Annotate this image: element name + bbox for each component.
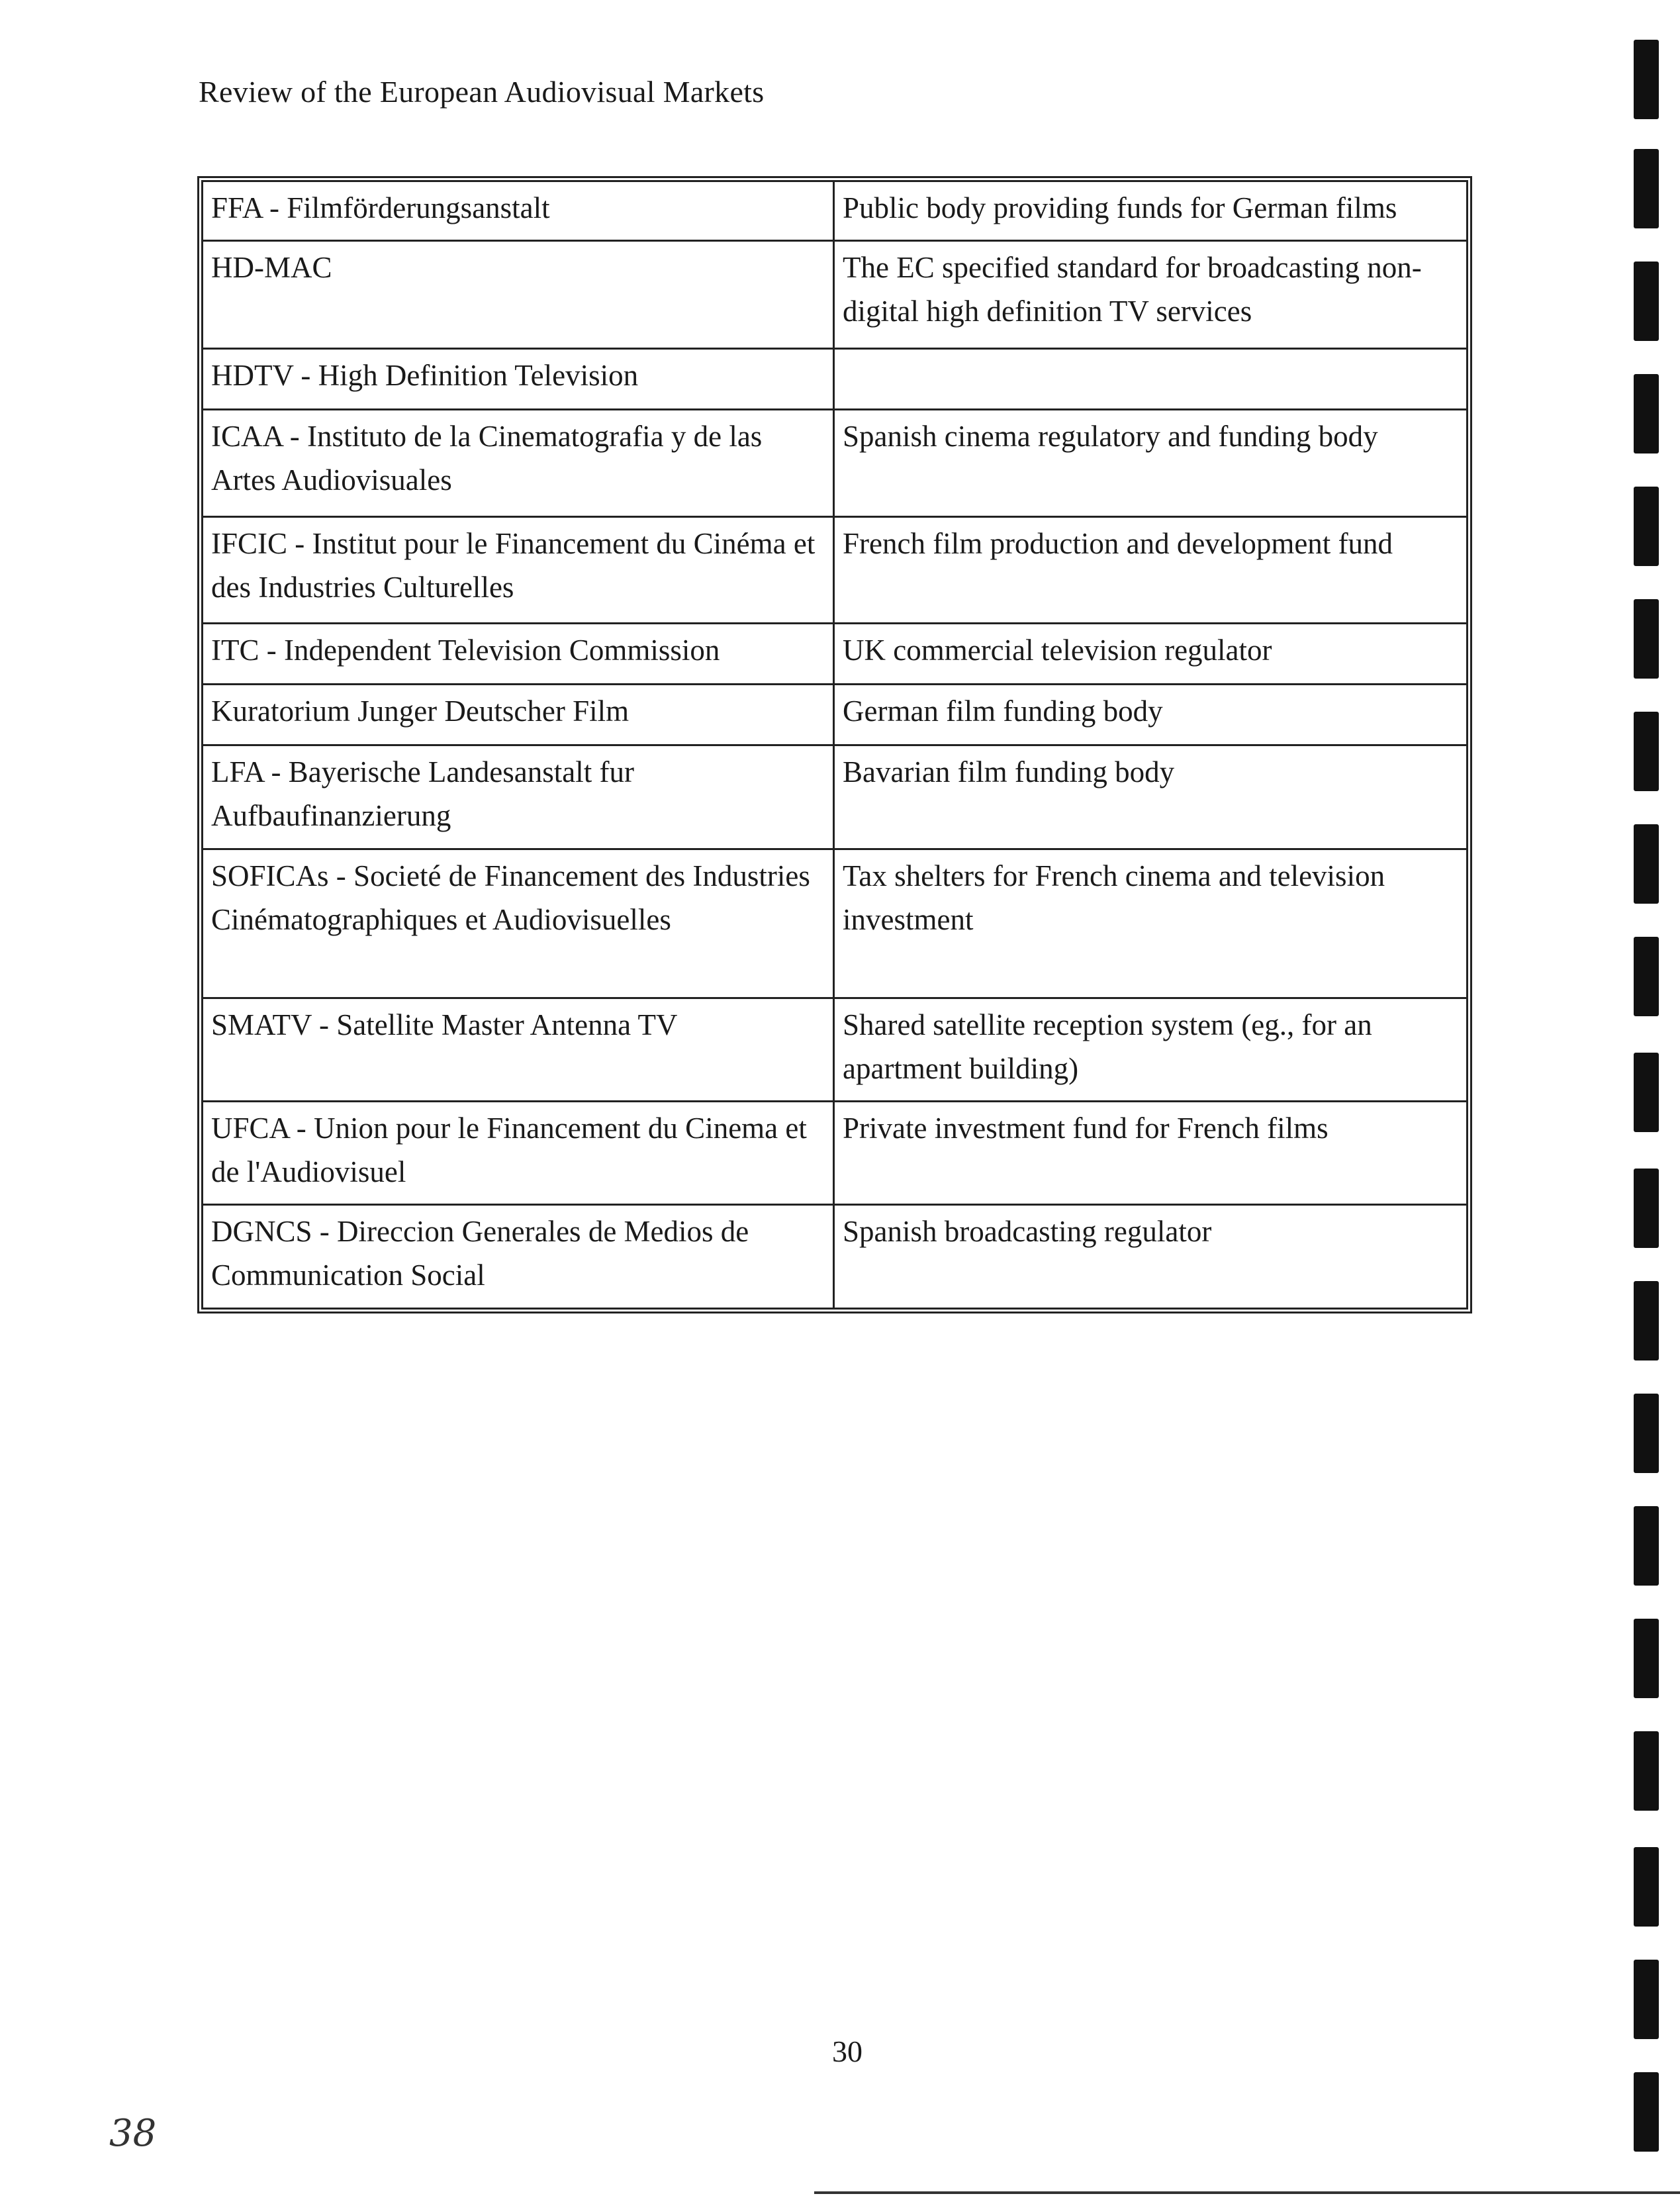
term-cell: UFCA - Union pour le Financement du Cinema et de l'Audiovisuel — [203, 1102, 834, 1205]
binding-marks — [1634, 0, 1673, 2196]
binding-mark — [1634, 1847, 1659, 1927]
description-cell: Spanish cinema regulatory and funding body — [834, 409, 1468, 516]
term-cell: SOFICAs - Societé de Financement des Industries Cinématographiques et Audiovisuelles — [203, 849, 834, 998]
binding-mark — [1634, 1169, 1659, 1248]
binding-mark — [1634, 262, 1659, 341]
term-cell: ICAA - Instituto de la Cinematografia y de las Artes Audiovisuales — [203, 409, 834, 516]
description-cell: Spanish broadcasting regulator — [834, 1205, 1468, 1309]
binding-mark — [1634, 1053, 1659, 1132]
table-row — [203, 745, 1468, 849]
description-cell: UK commercial television regulator — [834, 623, 1468, 684]
table-row — [203, 998, 1468, 1101]
table-row — [203, 849, 1468, 998]
term-cell: IFCIC - Institut pour le Financement du Cinéma et des Industries Culturelles — [203, 517, 834, 623]
binding-mark — [1634, 149, 1659, 228]
term-cell: SMATV - Satellite Master Antenna TV — [203, 998, 834, 1101]
term-cell: DGNCS - Direccion Generales de Medios de Communication Social — [203, 1205, 834, 1309]
table-row — [203, 181, 1468, 241]
term-cell: LFA - Bayerische Landesanstalt fur Aufbaufinanzierung — [203, 745, 834, 849]
page-number: 30 — [832, 2034, 863, 2068]
description-cell: The EC specified standard for broadcasting non-digital high definition TV services — [834, 241, 1468, 348]
description-cell: French film production and development fund — [834, 517, 1468, 623]
binding-mark — [1634, 374, 1659, 454]
bottom-rule — [814, 2191, 1680, 2194]
table-row — [203, 517, 1468, 623]
handwritten-note: 38 — [109, 2112, 157, 2155]
term-cell: ITC - Independent Television Commission — [203, 623, 834, 684]
description-cell: German film funding body — [834, 685, 1468, 745]
binding-mark — [1634, 599, 1659, 679]
term-cell: HDTV - High Definition Television — [203, 348, 834, 409]
binding-mark — [1634, 712, 1659, 791]
table-row — [203, 409, 1468, 516]
binding-mark — [1634, 1731, 1659, 1811]
term-cell: FFA - Filmförderungsanstalt — [203, 181, 834, 241]
binding-mark — [1634, 1506, 1659, 1586]
description-cell: Bavarian film funding body — [834, 745, 1468, 849]
binding-mark — [1634, 824, 1659, 904]
binding-mark — [1634, 937, 1659, 1016]
term-cell: HD-MAC — [203, 241, 834, 348]
description-cell: Tax shelters for French cinema and television investment — [834, 849, 1468, 998]
binding-mark — [1634, 40, 1659, 119]
description-cell — [834, 348, 1468, 409]
binding-mark — [1634, 1394, 1659, 1473]
table-row — [203, 348, 1468, 409]
glossary-table — [201, 180, 1468, 1310]
table-row — [203, 623, 1468, 684]
description-cell: Private investment fund for French films — [834, 1102, 1468, 1205]
table-row — [203, 1102, 1468, 1205]
table-row — [203, 1205, 1468, 1309]
binding-mark — [1634, 1960, 1659, 2039]
table-row — [203, 241, 1468, 348]
description-cell: Shared satellite reception system (eg., for an apartment building) — [834, 998, 1468, 1101]
running-header: Review of the European Audiovisual Markets — [199, 75, 765, 109]
glossary-table-frame — [197, 176, 1472, 1313]
binding-mark — [1634, 1619, 1659, 1698]
description-cell: Public body providing funds for German films — [834, 181, 1468, 241]
table-row — [203, 685, 1468, 745]
binding-mark — [1634, 487, 1659, 566]
binding-mark — [1634, 1281, 1659, 1361]
term-cell: Kuratorium Junger Deutscher Film — [203, 685, 834, 745]
binding-mark — [1634, 2072, 1659, 2152]
